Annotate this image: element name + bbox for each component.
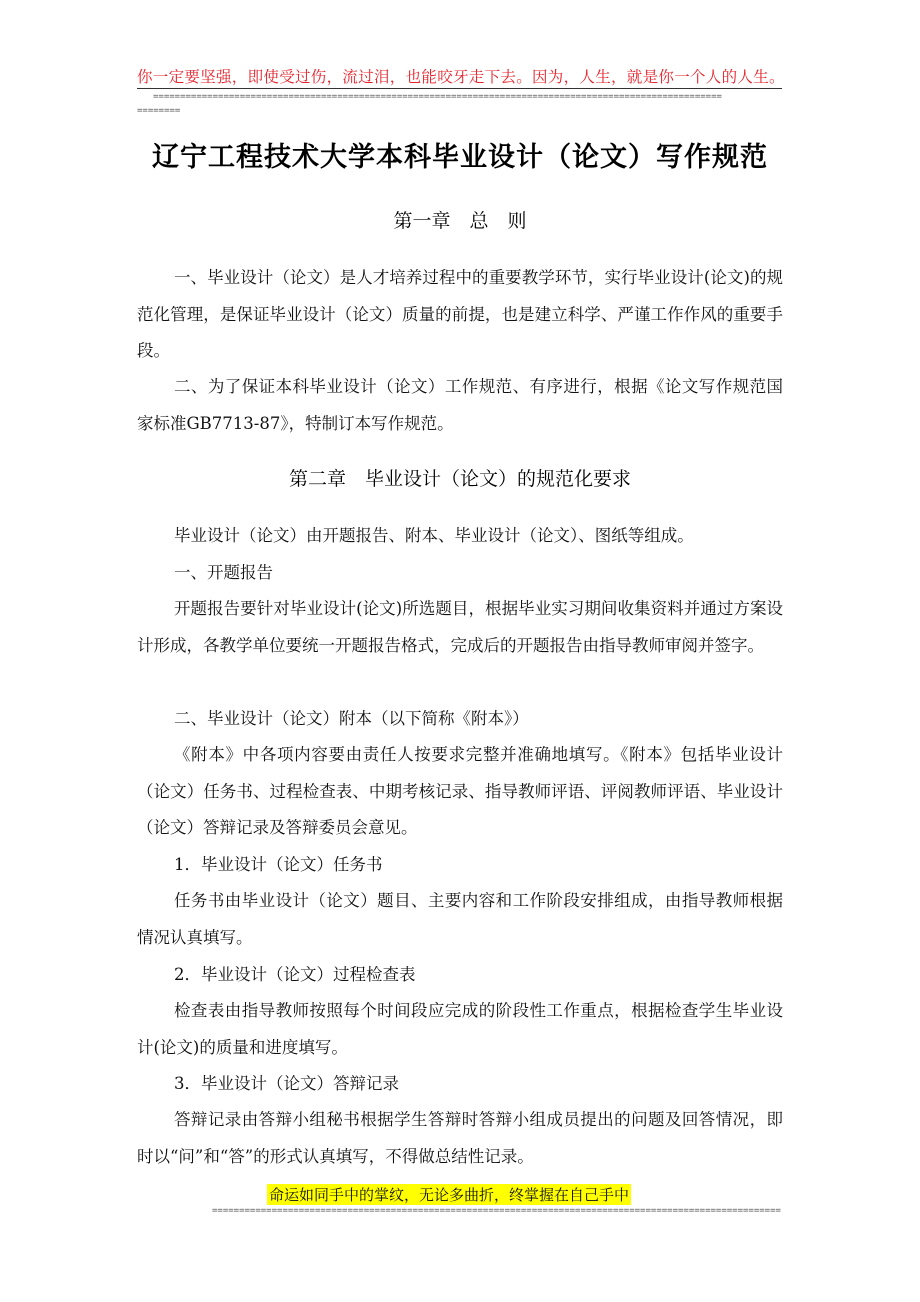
chapter2-heading: 第二章 毕业设计（论文）的规范化要求: [288, 468, 631, 490]
chapter2-section-1-heading: 一、开题报告: [174, 563, 273, 582]
chapter2-paragraph-1: 毕业设计（论文）由开题报告、附本、毕业设计（论文）、图纸等组成。: [174, 526, 694, 545]
header-separator-line1: =========================================================================================================: [153, 92, 722, 102]
chapter2-paragraph-2: 开题报告要针对毕业设计(论文)所选题目，根据毕业实习期间收集资料并通过方案设计形成，各教学单位要统一开题报告格式，完成后的开题报告由指导教师审阅并签字。: [137, 599, 783, 655]
chapter2-paragraph-5: 检查表由指导教师按照每个时间段应完成的阶段性工作重点，根据检查学生毕业设计(论文)的质量和进度填写。: [137, 1001, 783, 1057]
chapter2-paragraph-3: 《附本》中各项内容要由责任人按要求完整并准确地填写。《附本》包括毕业设计（论文）任务书、过程检查表、中期考核记录、指导教师评语、评阅教师评语、毕业设计（论文）答辩记录及答辩委员会意见。: [137, 745, 783, 837]
chapter1-paragraph-2: 二、为了保证本科毕业设计（论文）工作规范、有序进行，根据《论文写作规范国家标准GB7713-87》，特制订本写作规范。: [137, 377, 783, 433]
chapter2-section-2-heading: 二、毕业设计（论文）附本（以下简称《附本》）: [174, 709, 529, 728]
document-title: 辽宁工程技术大学本科毕业设计（论文）写作规范: [152, 142, 768, 173]
header-separator-line2: ========: [137, 106, 181, 116]
footer-quote: 命运如同手中的掌纹，无论多曲折，终掌握在自己手中: [269, 1186, 630, 1204]
chapter2-paragraph-6: 答辩记录由答辩小组秘书根据学生答辩时答辩小组成员提出的问题及回答情况，即时以“问”和“答”的形式认真填写，不得做总结性记录。: [137, 1110, 783, 1166]
header-quote: 你一定要坚强，即使受过伤，流过泪，也能咬牙走下去。因为，人生，就是你一个人的人生。: [137, 68, 785, 86]
header-rule: [137, 88, 782, 89]
footer-separator: =========================================================================================================: [212, 1206, 781, 1216]
chapter2-item-3-heading: 3．毕业设计（论文）答辩记录: [174, 1074, 399, 1093]
chapter1-paragraph-1: 一、毕业设计（论文）是人才培养过程中的重要教学环节，实行毕业设计(论文)的规范化管理，是保证毕业设计（论文）质量的前提，也是建立科学、严谨工作作风的重要手段。: [137, 268, 783, 360]
chapter2-item-1-heading: 1．毕业设计（论文）任务书: [174, 855, 383, 874]
chapter1-heading: 第一章 总 则: [393, 210, 527, 232]
chapter2-item-2-heading: 2．毕业设计（论文）过程检查表: [174, 965, 416, 984]
chapter2-paragraph-4: 任务书由毕业设计（论文）题目、主要内容和工作阶段安排组成，由指导教师根据情况认真填写。: [137, 891, 783, 947]
